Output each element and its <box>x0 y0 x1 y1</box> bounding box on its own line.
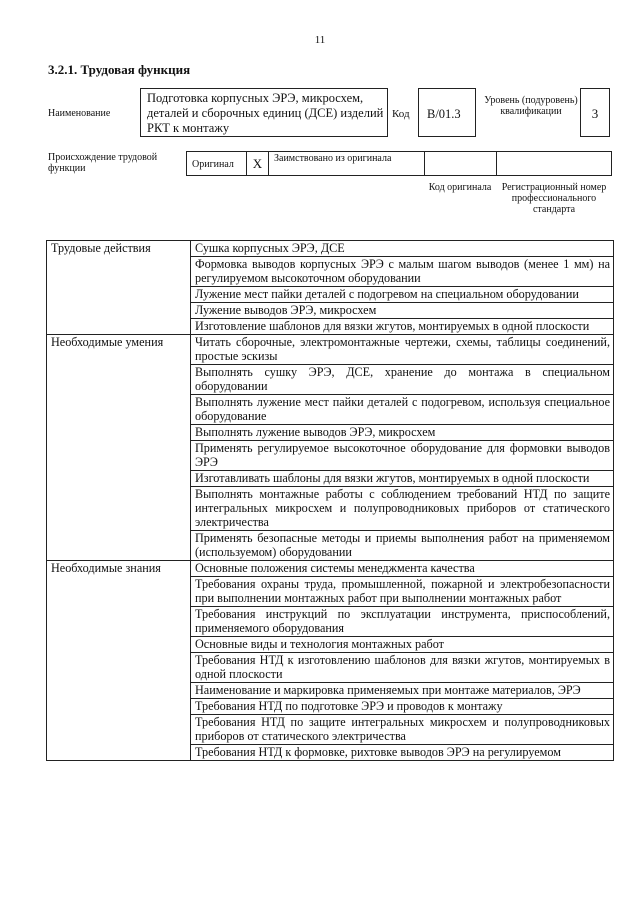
item-cell: Лужение мест пайки деталей с подогревом на специальном оборудовании <box>191 287 614 303</box>
code-box <box>418 88 476 137</box>
item-cell: Требования НТД к формовке, рихтовке выводов ЭРЭ на регулируемом <box>191 745 614 761</box>
item-cell: Применять регулируемое высокоточное оборудование для формовки выводов ЭРЭ <box>191 441 614 471</box>
item-cell: Выполнять лужение мест пайки деталей с подогревом, используя специальное оборудование <box>191 395 614 425</box>
origin-label: Происхождение трудовой функции <box>48 152 158 174</box>
item-cell: Выполнять лужение выводов ЭРЭ, микросхем <box>191 425 614 441</box>
original-label: Оригинал <box>192 159 234 170</box>
item-cell: Изготовление шаблонов для вязки жгутов, монтируемых в одной плоскости <box>191 319 614 335</box>
item-cell: Выполнять сушку ЭРЭ, ДСЕ, хранение до монтажа в специальном оборудовании <box>191 365 614 395</box>
name-label: Наименование <box>48 108 111 119</box>
original-cell <box>187 152 247 175</box>
item-cell: Требования охраны труда, промышленной, пожарной и электробезопасности при выполнении монтажных работ при выполнении монтажных работ <box>191 577 614 607</box>
level-box <box>580 88 610 137</box>
table-row <box>47 241 614 257</box>
origin-row <box>186 151 612 176</box>
item-cell: Требования НТД по подготовке ЭРЭ и проводов к монтажу <box>191 699 614 715</box>
level-value: 3 <box>591 106 599 121</box>
code-original-cell <box>425 152 497 175</box>
item-cell: Основные виды и технология монтажных работ <box>191 637 614 653</box>
item-cell: Формовка выводов корпусных ЭРЭ с малым шагом выводов (менее 1 мм) на регулируемом высокоточном оборудовании <box>191 257 614 287</box>
function-name: Подготовка корпусных ЭРЭ, микросхем, деталей и сборочных единиц (ДСЕ) изделий РКТ к монтажу <box>147 91 384 135</box>
item-cell: Требования НТД по защите интегральных микросхем и полупроводниковых приборов от статического электричества <box>191 715 614 745</box>
borrowed-cell <box>269 152 425 175</box>
item-cell: Лужение выводов ЭРЭ, микросхем <box>191 303 614 319</box>
item-cell: Сушка корпусных ЭРЭ, ДСЕ <box>191 241 614 257</box>
table-row <box>47 561 614 577</box>
item-cell: Требования инструкций по эксплуатации инструмента, приспособлений, применяемого оборудования <box>191 607 614 637</box>
original-mark: X <box>252 156 263 171</box>
labor-function-table <box>46 240 614 761</box>
code-value: B/01.3 <box>427 107 461 121</box>
category-cell: Необходимые умения <box>47 335 191 561</box>
original-mark-cell <box>247 152 269 175</box>
page-number: 11 <box>314 34 326 46</box>
reg-number-label: Регистрационный номер профессионального стандарта <box>501 182 607 215</box>
item-cell: Применять безопасные методы и приемы выполнения работ на применяемом (используемом) оборудовании <box>191 531 614 561</box>
item-cell: Наименование и маркировка применяемых при монтаже материалов, ЭРЭ <box>191 683 614 699</box>
function-name-box <box>140 88 388 137</box>
table-row <box>47 335 614 365</box>
item-cell: Изготавливать шаблоны для вязки жгутов, монтируемых в одной плоскости <box>191 471 614 487</box>
item-cell: Требования НТД к изготовлению шаблонов для вязки жгутов, монтируемых в одной плоскости <box>191 653 614 683</box>
borrowed-label: Заимствовано из оригинала <box>274 153 392 164</box>
item-cell: Основные положения системы менеджмента качества <box>191 561 614 577</box>
code-label: Код <box>392 108 410 120</box>
code-original-label: Код оригинала <box>428 182 492 193</box>
item-cell: Выполнять монтажные работы с соблюдением требований НТД по защите интегральных микросхем и полупроводниковых приборов от статического электричества <box>191 487 614 531</box>
level-label: Уровень (подуровень) квалификации <box>484 95 578 117</box>
category-cell: Трудовые действия <box>47 241 191 335</box>
section-title: 3.2.1. Трудовая функция <box>48 62 191 77</box>
category-cell: Необходимые знания <box>47 561 191 761</box>
item-cell: Читать сборочные, электромонтажные чертежи, схемы, таблицы соединений, простые эскизы <box>191 335 614 365</box>
